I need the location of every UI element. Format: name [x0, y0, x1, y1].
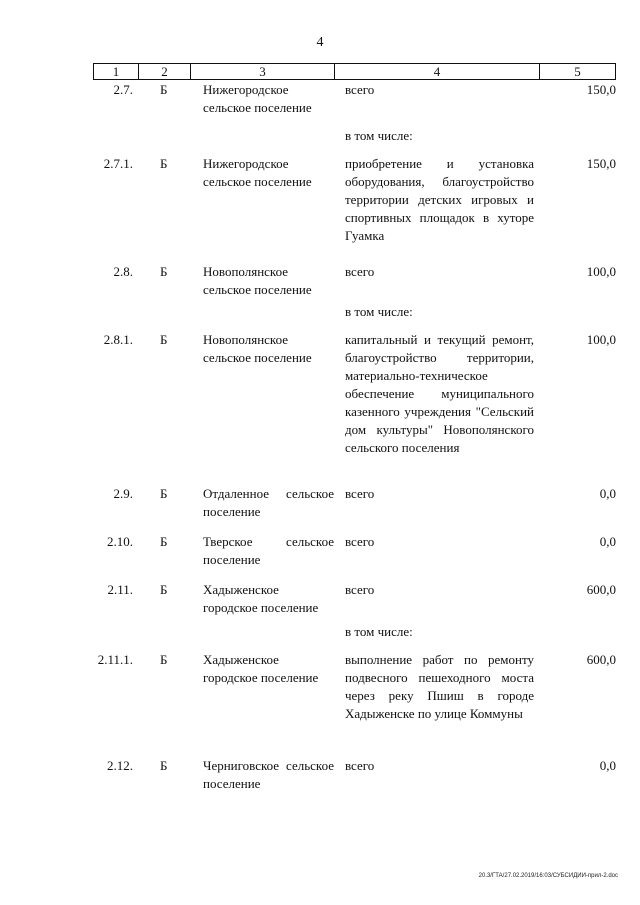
- row-category: Б: [160, 264, 168, 279]
- row-settlement: Хадыженское городское поселение: [203, 652, 319, 685]
- row-settlement: Новополянское сельское поселение: [203, 332, 312, 365]
- row-description: капитальный и текущий ремонт, благоустройство территории, материально-техническое обеспечение муниципального казенного учреждения "Сельский дом культуры" Новополянского сельского поселения: [345, 332, 534, 455]
- row-settlement: Тверское сельское поселение: [203, 534, 334, 567]
- subtotal-label: в том числе:: [345, 128, 413, 143]
- row-amount: 0,0: [599, 758, 616, 773]
- row-category: Б: [160, 332, 168, 347]
- table-row: [0, 485, 640, 533]
- row-number: 2.9.: [113, 486, 133, 501]
- row-settlement: Хадыженское городское поселение: [203, 582, 319, 615]
- table-row: [0, 331, 640, 485]
- row-amount: 0,0: [599, 534, 616, 549]
- row-category: Б: [160, 486, 168, 501]
- subtotal-label: в том числе:: [345, 624, 413, 639]
- table-row: [0, 651, 640, 757]
- table-subheader: [0, 303, 640, 331]
- row-number: 2.7.1.: [103, 156, 133, 171]
- row-category: Б: [160, 82, 168, 97]
- row-description: приобретение и установка оборудования, благоустройство территории детских игровых и спортивных площадок в хуторе Гуамка: [345, 156, 534, 243]
- row-amount: 600,0: [586, 652, 616, 667]
- table-row: [0, 81, 640, 127]
- header-col-5: 5: [574, 64, 581, 79]
- table-body: [0, 81, 640, 797]
- row-settlement: Отдаленное сельское поселение: [203, 486, 334, 519]
- header-col-2: 2: [139, 64, 191, 79]
- header-col-3: 3: [191, 64, 335, 79]
- row-number: 2.11.: [107, 582, 133, 597]
- row-amount: 150,0: [586, 156, 616, 171]
- row-amount: 100,0: [586, 332, 616, 347]
- row-amount: 600,0: [586, 582, 616, 597]
- row-description: всего: [345, 264, 375, 279]
- row-settlement: Нижегородское сельское поселение: [203, 156, 312, 189]
- row-number: 2.8.1.: [103, 332, 133, 347]
- row-description: всего: [345, 758, 375, 773]
- row-description: всего: [345, 582, 375, 597]
- table-subheader: [0, 127, 640, 155]
- row-description: выполнение работ по ремонту подвесного пешеходного моста через реку Пшиш в городе Хадыженске по улице Коммуны: [345, 652, 534, 721]
- table-subheader: [0, 623, 640, 651]
- table-row: [0, 581, 640, 623]
- table-row: [0, 263, 640, 303]
- row-category: Б: [160, 156, 168, 171]
- row-amount: 150,0: [586, 82, 616, 97]
- table-header: [93, 63, 616, 80]
- row-number: 2.8.: [113, 264, 133, 279]
- row-category: Б: [160, 534, 168, 549]
- row-description: всего: [345, 534, 375, 549]
- row-description: всего: [345, 82, 375, 97]
- row-number: 2.10.: [107, 534, 133, 549]
- table-row: [0, 757, 640, 797]
- subtotal-label: в том числе:: [345, 304, 413, 319]
- page-number: 4: [316, 35, 324, 50]
- row-number: 2.11.1.: [97, 652, 133, 667]
- row-number: 2.7.: [113, 82, 133, 97]
- row-settlement: Новополянское сельское поселение: [203, 264, 312, 297]
- row-number: 2.12.: [107, 758, 133, 773]
- row-description: всего: [345, 486, 375, 501]
- header-col-1: 1: [94, 64, 139, 79]
- file-path-footer: 20.3/ГТА/27.02.2019/16:03/СУБСИДИИ-прил-2.doc: [478, 873, 618, 879]
- table-row: [0, 533, 640, 581]
- header-col-4: 4: [335, 64, 540, 79]
- row-category: Б: [160, 758, 168, 773]
- row-amount: 0,0: [599, 486, 616, 501]
- row-amount: 100,0: [586, 264, 616, 279]
- table-row: [0, 155, 640, 263]
- row-category: Б: [160, 582, 168, 597]
- row-category: Б: [160, 652, 168, 667]
- row-settlement: Черниговское сельское поселение: [203, 758, 334, 791]
- row-settlement: Нижегородское сельское поселение: [203, 82, 312, 115]
